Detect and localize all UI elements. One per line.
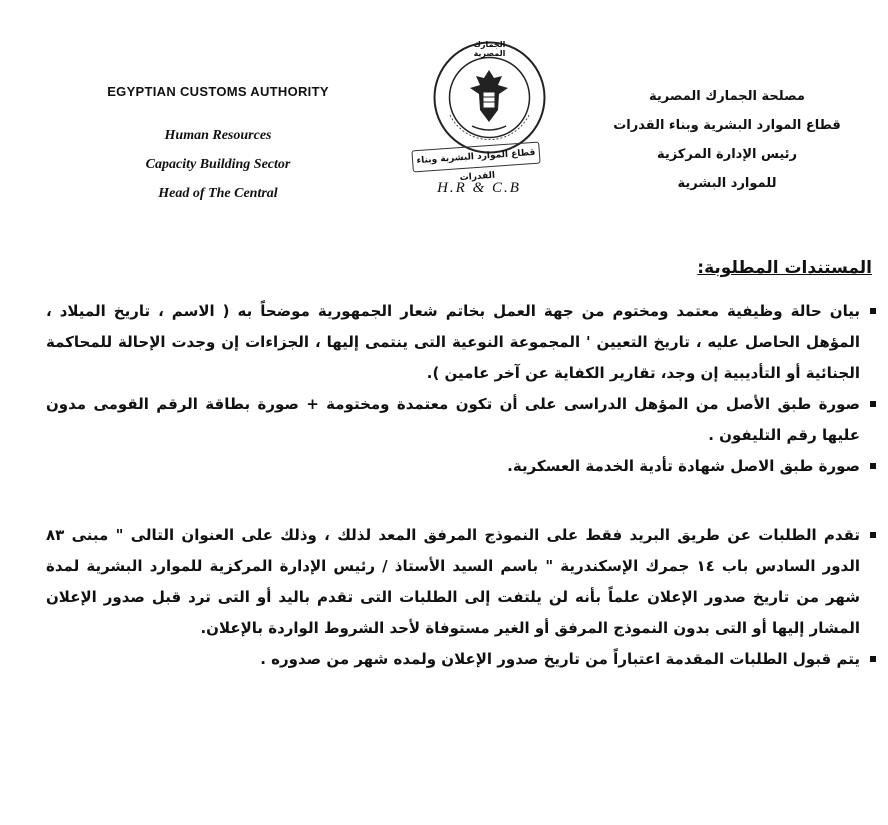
list-item-text: يتم قبول الطلبات المقدمة اعتباراً من تاريخ صدور الإعلان ولمده شهر من صدوره .: [260, 650, 860, 668]
section-gap: [46, 482, 876, 520]
list-item: [46, 296, 876, 389]
english-sector-line: Capacity Building Sector: [145, 157, 291, 172]
arabic-heading: [612, 86, 842, 202]
bullet-icon: [870, 532, 876, 538]
bullet-icon: [870, 401, 876, 407]
english-head-line: Head of The Central: [158, 186, 278, 201]
arabic-org-name: مصلحة الجمارك المصرية: [649, 89, 805, 104]
arabic-sector-line: قطاع الموارد البشرية وبناء القدرات: [613, 118, 841, 133]
requirements-list: [46, 296, 876, 482]
instructions-list: [46, 520, 876, 675]
arabic-hr-line: للموارد البشرية: [677, 176, 777, 191]
list-item: [46, 644, 876, 675]
document-body: [46, 250, 876, 675]
letterhead: [0, 0, 888, 230]
bullet-icon: [870, 308, 876, 314]
english-org-name: EGYPTIAN CUSTOMS AUTHORITY: [107, 84, 329, 99]
arabic-head-line: رئيس الإدارة المركزية: [656, 147, 798, 162]
english-heading: [88, 84, 348, 208]
list-item-text: بيان حالة وظيفية معتمد ومختوم من جهة العمل بخاتم شعار الجمهورية موضحاً به ( الاسم ، تاريخ الميلاد ، المؤهل الحاصل عليه ، تاريخ التعيين ' المجموعة النوعية التى ينتمى إليها ، الجزاءات إن وجدت الإحالة للمحاكمة الجنائية أو التأديبية إن وجد، تقارير الكفاية عن آخر عامين ).: [46, 302, 860, 382]
list-item-text: صورة طبق الاصل شهادة تأدية الخدمة العسكرية.: [507, 457, 860, 475]
bullet-icon: [870, 463, 876, 469]
bullet-icon: [870, 656, 876, 662]
list-item: [46, 520, 876, 644]
list-item-text: صورة طبق الأصل من المؤهل الدراسى على أن تكون معتمدة ومختومة + صورة بطاقة الرقم القومى مدون عليها رقم التليفون .: [46, 395, 860, 444]
hr-cb-abbreviation: H.R & C.B: [437, 180, 521, 196]
required-documents-heading: المستندات المطلوبة:: [697, 258, 872, 278]
emblem-arabic-label: الجمارك المصرية: [473, 40, 506, 58]
list-item: [46, 389, 876, 451]
sector-stamp: قطاع الموارد البشرية وبناء القدرات: [411, 142, 540, 173]
list-item-text: تقدم الطلبات عن طريق البريد فقط على النموذج المرفق المعد لذلك ، وذلك على العنوان التالى " مبنى ٨٣ الدور السادس باب ١٤ جمرك الإسكندرية " باسم السيد الأستاذ / رئيس الإدارة المركزية للموارد البشرية لمدة شهر من تاريخ صدور الإعلان علماً بأنه لن يلتفت إلى الطلبات التى تقدم باليد أو التى ترد قبل صدور الإعلان المشار إليها أو التى بدون النموذج المرفق أو الغير مستوفاة لأحد الشروط الواردة بالإعلان.: [46, 526, 860, 637]
list-item: [46, 451, 876, 482]
english-dept-line: Human Resources: [164, 128, 272, 143]
